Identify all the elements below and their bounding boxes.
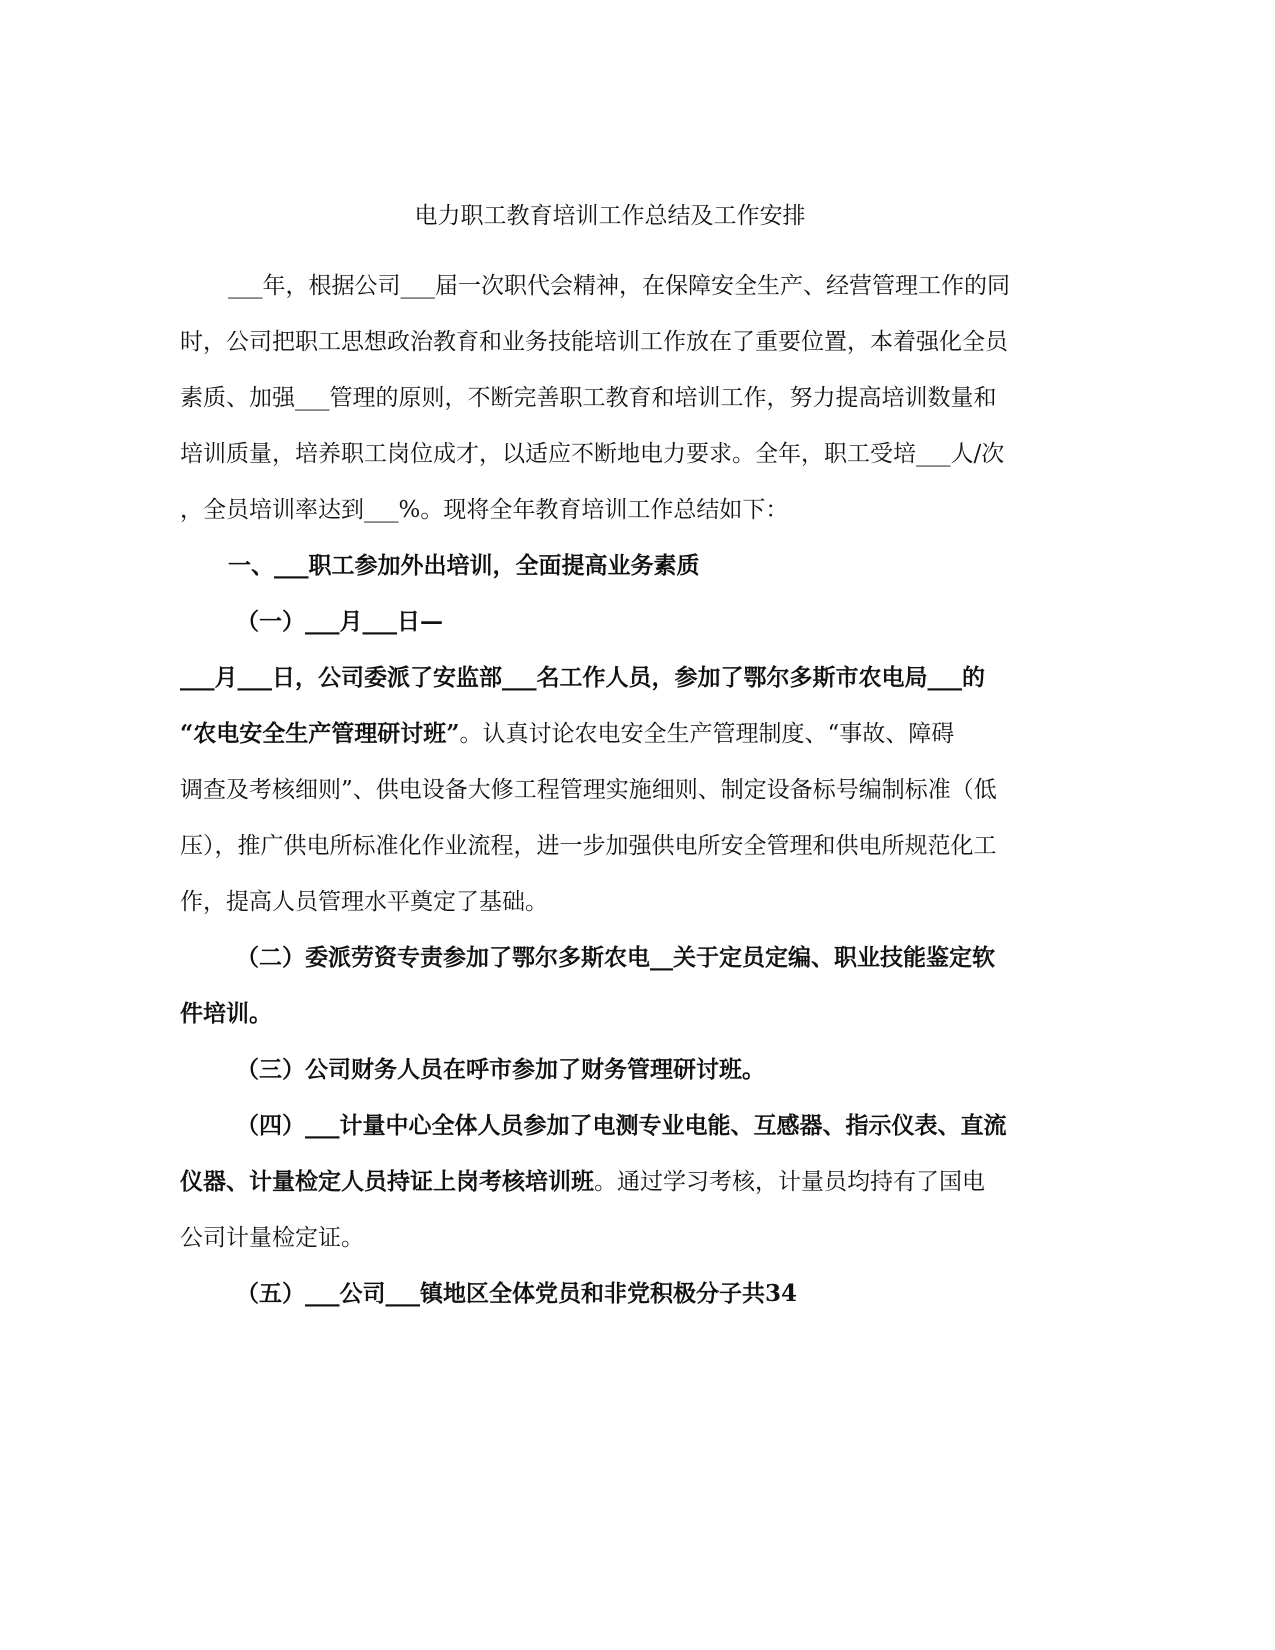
item-4-line-2-rest: 。通过学习考核，计量员均持有了国电 bbox=[594, 1169, 985, 1195]
intro-line-1: ___年，根据公司___届一次职代会精神，在保障安全生产、经营管理工作的同 bbox=[228, 273, 1010, 299]
document-title: 电力职工教育培训工作总结及工作安排 bbox=[414, 203, 806, 229]
item-1-label: （一）___月___日— bbox=[236, 608, 443, 635]
intro-line-4: 培训质量，培养职工岗位成才，以适应不断地电力要求。全年，职工受培___人/次 bbox=[180, 441, 1005, 467]
intro-line-5: ，全员培训率达到___%。现将全年教育培训工作总结如下： bbox=[180, 497, 789, 523]
item-1-line-3: 调查及考核细则”、供电设备大修工程管理实施细则、制定设备标号编制标准（低 bbox=[180, 777, 997, 803]
item-3-line-1: （三）公司财务人员在呼市参加了财务管理研讨班。 bbox=[236, 1056, 765, 1083]
intro-line-2: 时，公司把职工思想政治教育和业务技能培训工作放在了重要位置，本着强化全员 bbox=[180, 329, 1008, 355]
item-1-line-5: 作，提高人员管理水平奠定了基础。 bbox=[180, 889, 548, 915]
item-4-line-2 bbox=[180, 1166, 985, 1198]
item-2-line-1: （二）委派劳资专责参加了鄂尔多斯农电__关于定员定编、职业技能鉴定软 bbox=[236, 944, 995, 971]
section-heading-1: 一、___职工参加外出培训，全面提高业务素质 bbox=[228, 552, 700, 579]
item-4-line-1: （四）___计量中心全体人员参加了电测专业电能、互感器、指示仪表、直流 bbox=[236, 1112, 1007, 1139]
item-1-line-2 bbox=[180, 718, 954, 750]
item-1-line-4: 压），推广供电所标准化作业流程，进一步加强供电所安全管理和供电所规范化工 bbox=[180, 833, 997, 859]
document-page bbox=[180, 0, 1040, 1650]
intro-line-3: 素质、加强___管理的原则，不断完善职工教育和培训工作，努力提高培训数量和 bbox=[180, 385, 997, 411]
item-4-line-3: 公司计量检定证。 bbox=[180, 1225, 364, 1251]
item-1-course-name: “农电安全生产管理研讨班” bbox=[180, 720, 460, 747]
item-4-course-name: 仪器、计量检定人员持证上岗考核培训班 bbox=[180, 1168, 594, 1195]
item-1-line-2-rest: 。认真讨论农电安全生产管理制度、“事故、障碍 bbox=[459, 721, 955, 747]
item-5-line-1: （五）___公司___镇地区全体党员和非党积极分子共34 bbox=[236, 1280, 798, 1307]
item-1-line-1: ___月___日，公司委派了安监部___名工作人员，参加了鄂尔多斯市农电局___的 bbox=[180, 664, 985, 691]
item-2-line-2: 件培训。 bbox=[180, 1000, 272, 1027]
